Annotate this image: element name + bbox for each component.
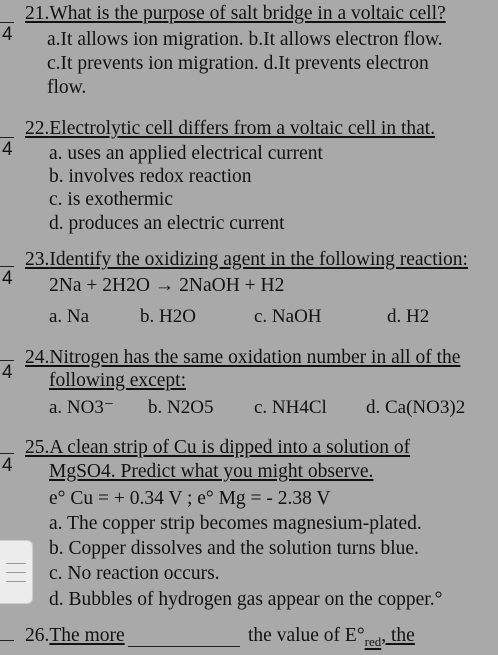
question-text: A clean strip of Cu is dipped into a solution of: [49, 437, 411, 458]
points-marker: [0, 266, 14, 267]
question-23-option-d: d. H2: [387, 306, 430, 327]
question-23-stem: [25, 249, 468, 271]
points-marker: [0, 453, 14, 454]
question-22-option-b: b. involves redox reaction: [49, 166, 252, 187]
handle-grip-line: [6, 563, 26, 564]
question-23-option-c: c. NaOH: [254, 306, 322, 327]
question-23-option-a: a. Na: [49, 306, 90, 327]
question-22-option-c: c. is exothermic: [49, 189, 173, 210]
question-24-stem-line-1: [25, 347, 460, 369]
side-panel-handle[interactable]: [0, 540, 33, 604]
points-marker: [0, 137, 14, 138]
points-marker: [0, 22, 14, 23]
question-24-option-c: c. NH4Cl: [254, 397, 327, 418]
points-value: 4: [2, 455, 13, 476]
question-text: What is the purpose of salt bridge in a voltaic cell?: [49, 3, 446, 24]
points-marker: [0, 640, 14, 641]
question-text: , the: [381, 625, 415, 646]
question-21-stem: [25, 3, 446, 25]
standard-potentials: e° Cu = + 0.34 V ; e° Mg = - 2.38 V: [49, 488, 331, 509]
question-24-option-a: a. NO3⁻: [49, 397, 114, 418]
question-25-option-a: a. The copper strip becomes magnesium-plated.: [49, 513, 422, 534]
question-24-option-b: b. N2O5: [148, 397, 214, 418]
question-number: 23.: [25, 249, 50, 270]
question-25-stem-line-1: [25, 437, 410, 459]
question-number: 26.: [25, 625, 50, 646]
points-value: 4: [2, 139, 13, 160]
points-marker: [0, 360, 14, 361]
question-26-stem-tail: [248, 625, 415, 653]
question-number: 22.: [25, 118, 50, 139]
question-25-stem-line-2: MgSO4. Predict what you might observe.: [49, 461, 374, 482]
question-23-option-b: b. H2O: [140, 306, 196, 327]
question-25-option-d: d. Bubbles of hydrogen gas appear on the copper.°: [49, 589, 443, 610]
question-21-options-line-1: a.It allows ion migration. b.It allows electron flow.: [47, 29, 443, 50]
question-number: 25.: [25, 437, 50, 458]
points-value: 4: [2, 268, 13, 289]
question-text: Nitrogen has the same oxidation number in all of the: [49, 347, 461, 368]
question-text: Electrolytic cell differs from a voltaic cell in that.: [49, 118, 436, 139]
question-text: the value of E°: [248, 625, 365, 646]
question-22-option-d: d. produces an electric current: [49, 213, 285, 234]
answer-blank: [128, 646, 240, 647]
question-21-options-line-2: c.It prevents ion migration. d.It prevents electron: [47, 53, 429, 74]
question-22-stem: [25, 118, 435, 140]
points-value: 4: [2, 362, 13, 383]
points-value: 4: [2, 24, 13, 45]
reaction-equation: 2Na + 2H2O → 2NaOH + H2: [49, 275, 285, 296]
question-number: 21.: [25, 3, 50, 24]
handle-grip-line: [6, 581, 26, 582]
question-26-stem: [25, 625, 125, 647]
question-25-option-b: b. Copper dissolves and the solution turns blue.: [49, 538, 419, 559]
question-text: Identify the oxidizing agent in the following reaction:: [49, 249, 468, 270]
question-21-options-line-3: flow.: [47, 77, 87, 98]
question-24-stem-line-2: following except:: [49, 370, 187, 391]
handle-grip-line: [6, 572, 26, 573]
question-number: 24.: [25, 347, 50, 368]
question-25-option-c: c. No reaction occurs.: [49, 563, 220, 584]
subscript-text: red: [364, 633, 382, 649]
question-24-option-d: d. Ca(NO3)2: [366, 397, 466, 418]
question-22-option-a: a. uses an applied electrical current: [49, 143, 323, 164]
question-text: The more: [49, 625, 125, 646]
